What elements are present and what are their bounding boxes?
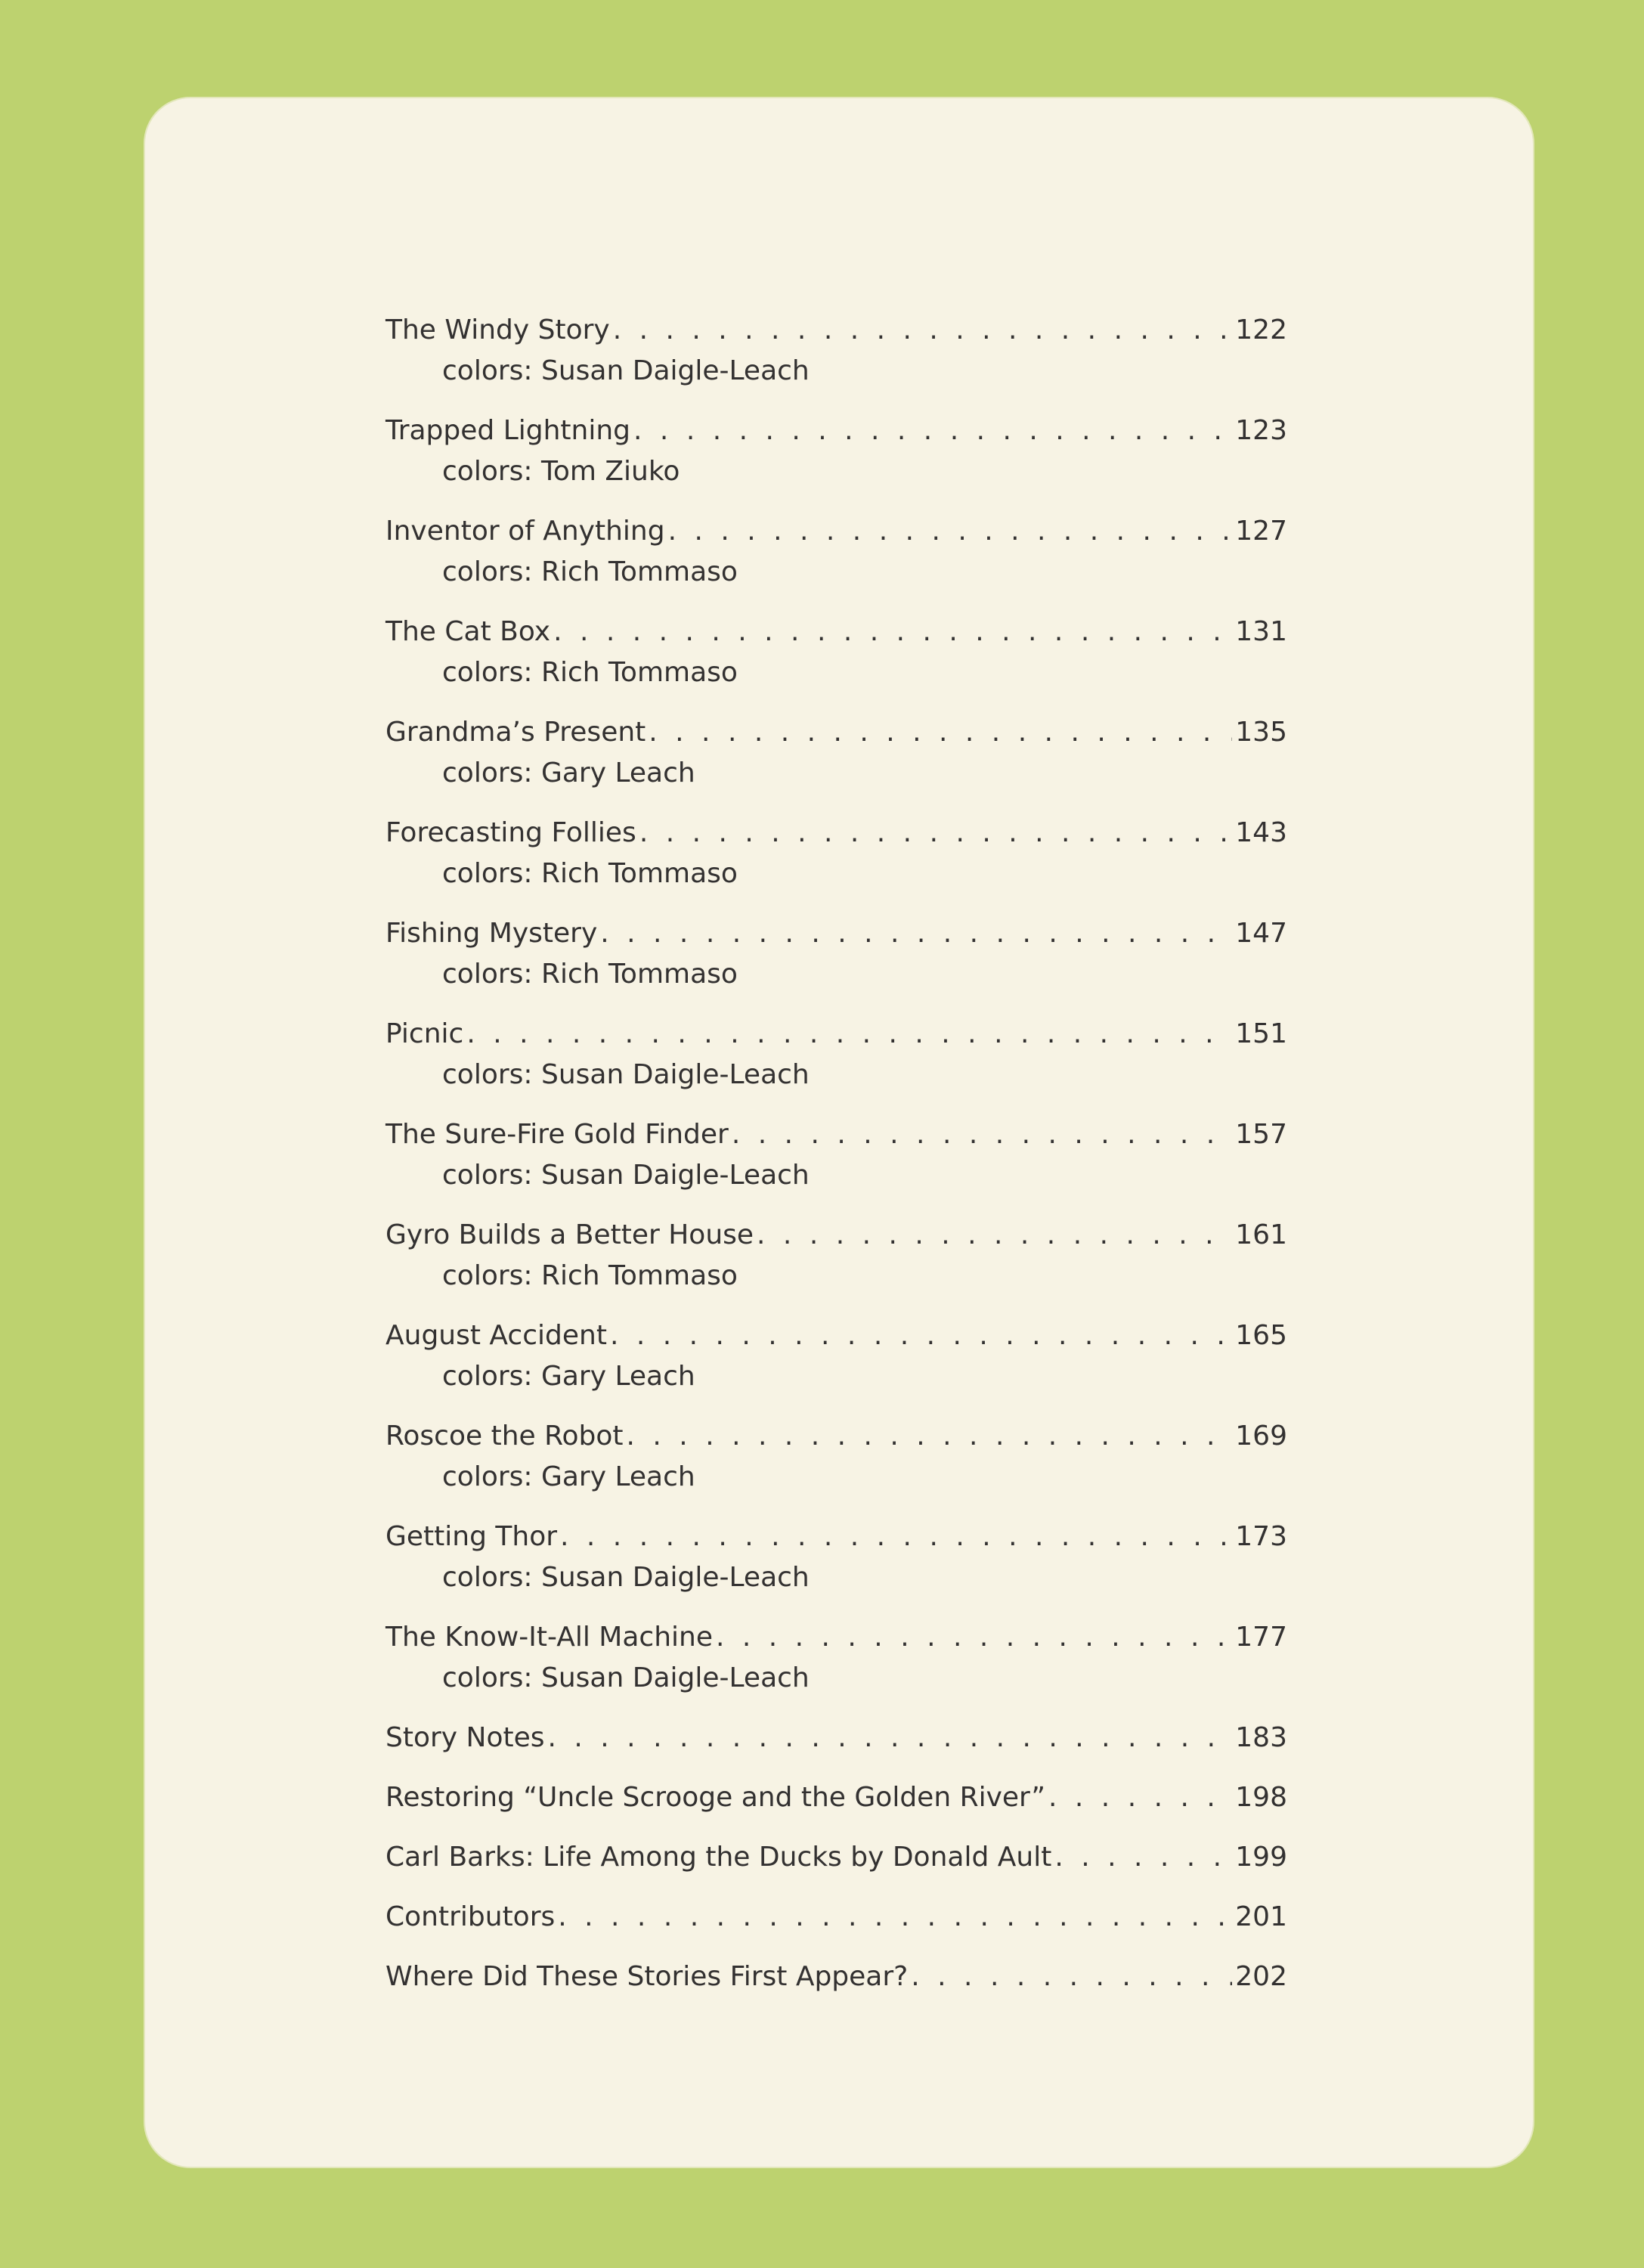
toc-entry-title: The Cat Box [385, 616, 551, 647]
toc-entry-colorist: colors: Rich Tommaso [442, 1260, 738, 1291]
toc-entry-colorist: colors: Rich Tommaso [442, 959, 738, 990]
toc-entry-page: 201 [1235, 1901, 1287, 1932]
dot-leader [560, 1517, 1232, 1557]
dot-leader [732, 1114, 1232, 1155]
toc-entry [385, 1114, 1287, 1215]
toc-entry-page: 127 [1235, 516, 1287, 547]
toc-entry [385, 1777, 1287, 1837]
toc-entry-row [385, 813, 1287, 854]
dot-leader [633, 411, 1232, 451]
toc-entry-title: Fishing Mystery [385, 918, 598, 949]
toc-entry [385, 1617, 1287, 1718]
toc-entry-title: Roscoe the Robot [385, 1421, 624, 1452]
toc-entry-row [385, 712, 1287, 753]
toc-entry-title: The Sure-Fire Gold Finder [385, 1119, 729, 1150]
toc-entry-colorist: colors: Susan Daigle-Leach [442, 1662, 810, 1693]
toc-entry-title: Getting Thor [385, 1521, 558, 1552]
toc-entry [385, 712, 1287, 813]
dot-leader [649, 712, 1232, 753]
toc-entry-page: 157 [1235, 1119, 1287, 1150]
toc-entry-row [385, 1014, 1287, 1055]
toc-entry-colorist: colors: Gary Leach [442, 758, 695, 789]
toc-entry [385, 1315, 1287, 1416]
toc-entry-title: Carl Barks: Life Among the Ducks by Donald Ault [385, 1842, 1052, 1873]
toc-entry-colorist: colors: Rich Tommaso [442, 657, 738, 688]
toc-entry [385, 1517, 1287, 1617]
toc-entry-title: August Accident [385, 1320, 607, 1351]
dot-leader [553, 612, 1232, 652]
toc-entry-page: 169 [1235, 1421, 1287, 1452]
toc-entry-title: Gyro Builds a Better House [385, 1219, 754, 1250]
toc-entry [385, 1957, 1287, 2016]
toc-entry [385, 1014, 1287, 1114]
dot-leader [600, 913, 1232, 954]
toc-entry-colorist: colors: Tom Ziuko [442, 456, 680, 487]
dot-leader [757, 1215, 1232, 1256]
toc-entry-title: Picnic [385, 1018, 464, 1049]
dot-leader [911, 1957, 1232, 1997]
toc-entry-colorist: colors: Gary Leach [442, 1361, 695, 1392]
dot-leader [639, 813, 1232, 854]
toc-entry-title: Story Notes [385, 1722, 545, 1753]
toc-entry-row [385, 411, 1287, 451]
toc-entry-title: Inventor of Anything [385, 516, 665, 547]
toc-entry-colorist: colors: Rich Tommaso [442, 858, 738, 889]
table-of-contents [385, 310, 1287, 2016]
toc-entry-colorist: colors: Susan Daigle-Leach [442, 1059, 810, 1090]
toc-entry [385, 1416, 1287, 1517]
toc-entry [385, 1718, 1287, 1777]
toc-entry-page: 173 [1235, 1521, 1287, 1552]
toc-entry-row [385, 1718, 1287, 1758]
toc-entry-row [385, 1114, 1287, 1155]
toc-entry-row [385, 511, 1287, 552]
toc-entry-page: 161 [1235, 1219, 1287, 1250]
dot-leader [668, 511, 1233, 552]
toc-entry-row [385, 1517, 1287, 1557]
toc-entry-colorist: colors: Susan Daigle-Leach [442, 355, 810, 386]
toc-entry [385, 310, 1287, 411]
toc-entry [385, 913, 1287, 1014]
toc-entry-row [385, 913, 1287, 954]
toc-entry [385, 411, 1287, 511]
toc-entry [385, 813, 1287, 913]
toc-entry-title: Forecasting Follies [385, 817, 636, 848]
toc-entry-title: The Know-It-All Machine [385, 1622, 713, 1653]
toc-entry-row [385, 1957, 1287, 1997]
toc-entry-page: 165 [1235, 1320, 1287, 1351]
toc-entry [385, 1837, 1287, 1897]
dot-leader [558, 1897, 1232, 1938]
toc-entry-title: The Windy Story [385, 314, 610, 345]
toc-entry-page: 199 [1235, 1842, 1287, 1873]
toc-entry-page: 177 [1235, 1622, 1287, 1653]
toc-entry-title: Contributors [385, 1901, 556, 1932]
toc-entry-page: 151 [1235, 1018, 1287, 1049]
toc-entry-row [385, 310, 1287, 351]
dot-leader [627, 1416, 1233, 1457]
toc-entry-page: 123 [1235, 415, 1287, 446]
toc-entry [385, 612, 1287, 712]
toc-entry-row [385, 1215, 1287, 1256]
toc-entry-title: Restoring “Uncle Scrooge and the Golden River” [385, 1782, 1046, 1813]
dot-leader [613, 310, 1233, 351]
toc-entry-title: Where Did These Stories First Appear? [385, 1961, 909, 1992]
toc-entry-title: Grandma’s Present [385, 717, 646, 748]
toc-entry-page: 122 [1235, 314, 1287, 345]
toc-entry-title: Trapped Lightning [385, 415, 631, 446]
toc-entry-row [385, 1837, 1287, 1878]
toc-entry-page: 135 [1235, 717, 1287, 748]
toc-entry [385, 1215, 1287, 1315]
dot-leader [466, 1014, 1232, 1055]
dot-leader [610, 1315, 1232, 1356]
toc-entry-colorist: colors: Gary Leach [442, 1461, 695, 1492]
dot-leader [1054, 1837, 1232, 1878]
toc-entry-colorist: colors: Rich Tommaso [442, 556, 738, 587]
dot-leader [548, 1718, 1233, 1758]
dot-leader [716, 1617, 1232, 1658]
toc-entry-row [385, 1777, 1287, 1818]
toc-entry-page: 143 [1235, 817, 1287, 848]
toc-entry-row [385, 1897, 1287, 1938]
toc-entry-row [385, 1315, 1287, 1356]
toc-entry-page: 183 [1235, 1722, 1287, 1753]
toc-entry-colorist: colors: Susan Daigle-Leach [442, 1160, 810, 1191]
toc-entry-page: 202 [1235, 1961, 1287, 1992]
toc-entry-row [385, 1617, 1287, 1658]
toc-entry-colorist: colors: Susan Daigle-Leach [442, 1562, 810, 1593]
toc-entry-page: 147 [1235, 918, 1287, 949]
toc-entry [385, 511, 1287, 612]
toc-entry [385, 1897, 1287, 1957]
toc-entry-page: 198 [1235, 1782, 1287, 1813]
toc-entry-page: 131 [1235, 616, 1287, 647]
toc-entry-row [385, 612, 1287, 652]
toc-entry-row [385, 1416, 1287, 1457]
dot-leader [1048, 1777, 1232, 1818]
